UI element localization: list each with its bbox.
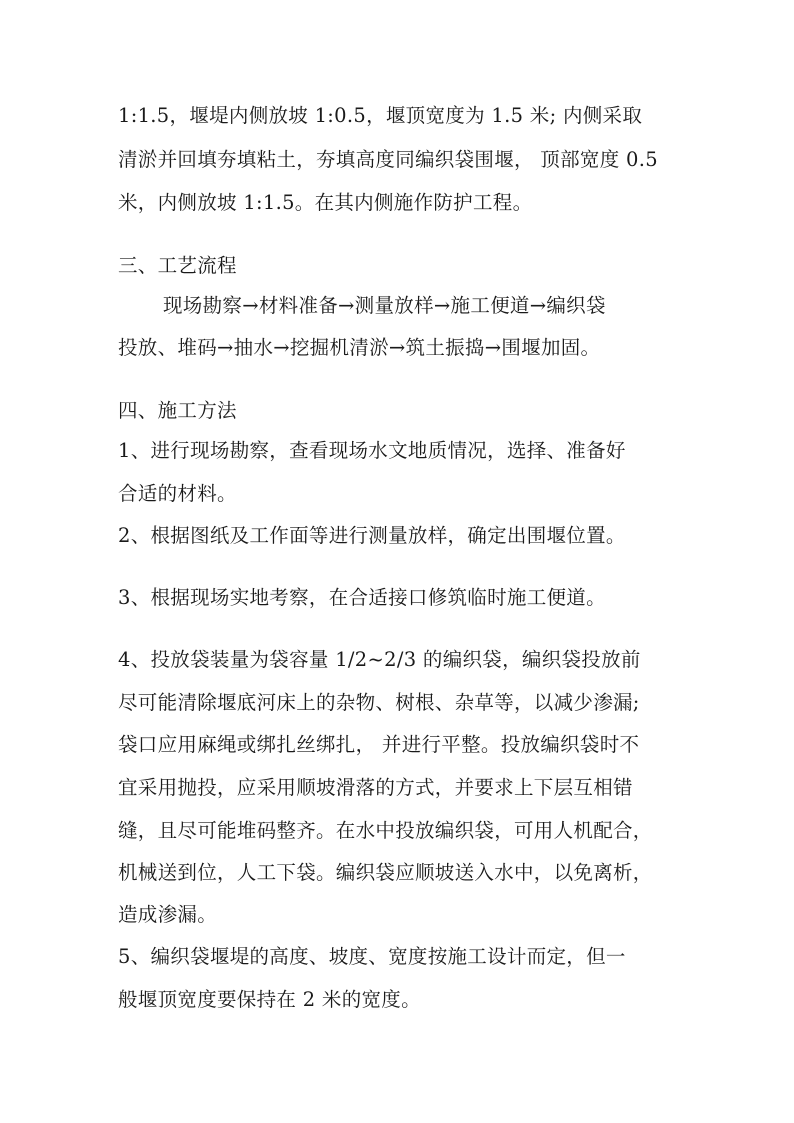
paragraph-line: 造成渗漏。 xyxy=(118,903,218,926)
paragraph-line: 米，内侧放坡 1:1.5。在其内侧施作防护工程。 xyxy=(118,191,533,214)
paragraph-line: 2、根据图纸及工作面等进行测量放样，确定出围堰位置。 xyxy=(118,524,626,547)
paragraph-line: 5、编织袋堰堤的高度、坡度、宽度按施工设计而定，但一 xyxy=(118,945,626,968)
paragraph-line: 尽可能清除堰底河床上的杂物、树根、杂草等，以减少渗漏; xyxy=(118,691,640,714)
paragraph-line: 宜采用抛投，应采用顺坡滑落的方式，并要求上下层互相错 xyxy=(118,776,633,799)
paragraph-line: 投放、堆码→抽水→挖掘机清淤→筑土振捣→围堰加固。 xyxy=(118,336,601,359)
paragraph-line: 3、根据现场实地考察，在合适接口修筑临时施工便道。 xyxy=(118,586,606,609)
paragraph-line: 袋口应用麻绳或绑扎丝绑扎， 并进行平整。投放编织袋时不 xyxy=(118,733,640,756)
paragraph-line: 现场勘察→材料准备→测量放样→施工便道→编织袋 xyxy=(163,294,606,317)
section-heading: 三、工艺流程 xyxy=(118,254,237,277)
paragraph-line: 缝，且尽可能堆码整齐。在水中投放编织袋，可用人机配合， xyxy=(118,819,653,842)
paragraph-line: 1:1.5，堰堤内侧放坡 1:0.5，堰顶宽度为 1.5 米; 内侧采取 xyxy=(118,104,643,127)
section-heading: 四、施工方法 xyxy=(118,399,237,422)
paragraph-line: 4、投放袋装量为袋容量 1/2~2/3 的编织袋，编织袋投放前 xyxy=(118,648,641,671)
paragraph-line: 机械送到位，人工下袋。编织袋应顺坡送入水中，以免离析， xyxy=(118,861,653,884)
paragraph-line: 般堰顶宽度要保持在 2 米的宽度。 xyxy=(118,988,421,1011)
paragraph-line: 清淤并回填夯填粘土，夯填高度同编织袋围堰， 顶部宽度 0.5 xyxy=(118,148,658,171)
paragraph-line: 合适的材料。 xyxy=(118,482,237,505)
paragraph-line: 1、进行现场勘察，查看现场水文地质情况，选择、准备好 xyxy=(118,439,626,462)
